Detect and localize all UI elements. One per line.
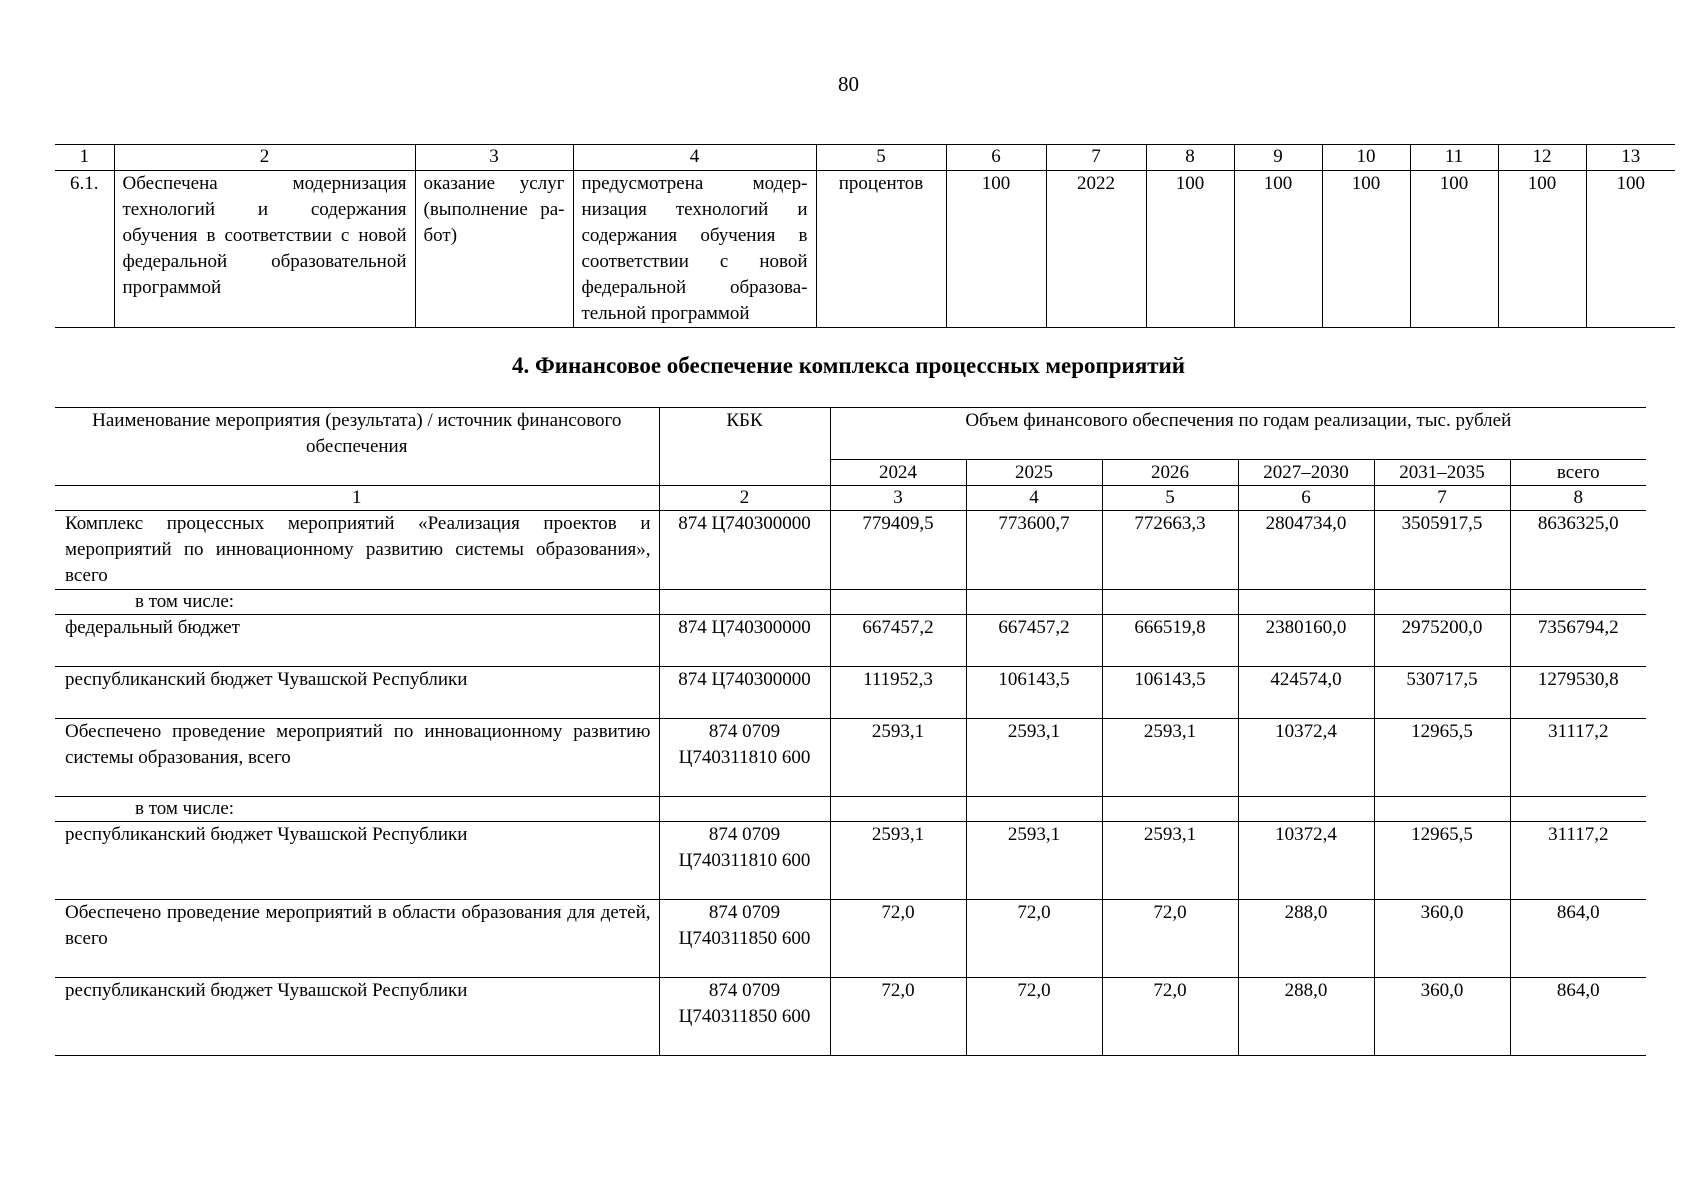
result-name: Обеспечена модернизация технологий и содержания обучения в соответствии с новой федеральной образовательной программой bbox=[114, 171, 415, 328]
value-cell: 360,0 bbox=[1374, 900, 1510, 978]
column-number: 10 bbox=[1322, 145, 1410, 171]
base-value: 100 bbox=[946, 171, 1046, 328]
value-cell bbox=[1374, 590, 1510, 615]
value-cell bbox=[1238, 797, 1374, 822]
value-cell: 2593,1 bbox=[1102, 822, 1238, 900]
base-year: 2022 bbox=[1046, 171, 1146, 328]
row-name: федеральный бюджет bbox=[55, 615, 659, 667]
row-name: Комплекс процессных мероприятий «Реализация проектов и мероприятий по инновационному развитию системы образования», всего bbox=[55, 511, 659, 590]
header-year: 2024 bbox=[830, 460, 966, 486]
row-name: Обеспечено проведение мероприятий по инновационному развитию системы образования, всего bbox=[55, 719, 659, 797]
column-number: 8 bbox=[1510, 486, 1646, 511]
value-cell: 2593,1 bbox=[966, 719, 1102, 797]
value-cell: 2593,1 bbox=[1102, 719, 1238, 797]
row-name: в том числе: bbox=[55, 590, 659, 615]
column-number-row bbox=[55, 145, 1675, 171]
value-cell: 31117,2 bbox=[1510, 719, 1646, 797]
column-number: 13 bbox=[1586, 145, 1675, 171]
header-name: Наименование мероприятия (результата) / источник финансового обеспечения bbox=[55, 408, 659, 486]
row-kbk: 874 Ц740300000 bbox=[659, 511, 830, 590]
value-cell: 360,0 bbox=[1374, 978, 1510, 1056]
table-row bbox=[55, 978, 1646, 1056]
value-cell bbox=[966, 590, 1102, 615]
row-kbk bbox=[659, 590, 830, 615]
value-cell: 100 bbox=[1586, 171, 1675, 328]
value-cell: 12965,5 bbox=[1374, 822, 1510, 900]
value-cell: 100 bbox=[1498, 171, 1586, 328]
column-number: 1 bbox=[55, 145, 114, 171]
value-cell: 667457,2 bbox=[966, 615, 1102, 667]
value-cell: 424574,0 bbox=[1238, 667, 1374, 719]
column-number-row bbox=[55, 486, 1646, 511]
header-year: 2026 bbox=[1102, 460, 1238, 486]
value-cell: 288,0 bbox=[1238, 900, 1374, 978]
value-cell: 12965,5 bbox=[1374, 719, 1510, 797]
header-year: всего bbox=[1510, 460, 1646, 486]
value-cell: 666519,8 bbox=[1102, 615, 1238, 667]
value-cell: 779409,5 bbox=[830, 511, 966, 590]
indicators-table bbox=[55, 144, 1675, 328]
table-row bbox=[55, 171, 1675, 328]
row-kbk: 874 0709 Ц740311810 600 bbox=[659, 719, 830, 797]
value-cell: 10372,4 bbox=[1238, 822, 1374, 900]
value-cell: 864,0 bbox=[1510, 978, 1646, 1056]
result-description: предусмотрена модернизация технологий и содержания обучения в соответствии с новой федеральной образовательной программой bbox=[573, 171, 816, 328]
table-row bbox=[55, 590, 1646, 615]
column-number: 6 bbox=[946, 145, 1046, 171]
value-cell bbox=[1102, 797, 1238, 822]
row-number: 6.1. bbox=[55, 171, 114, 328]
row-kbk: 874 0709 Ц740311850 600 bbox=[659, 978, 830, 1056]
value-cell: 10372,4 bbox=[1238, 719, 1374, 797]
section-title: 4. Финансовое обеспечение комплекса процессных мероприятий bbox=[511, 353, 1186, 378]
value-cell: 111952,3 bbox=[830, 667, 966, 719]
row-name: республиканский бюджет Чувашской Республики bbox=[55, 978, 659, 1056]
value-cell: 100 bbox=[1234, 171, 1322, 328]
value-cell: 72,0 bbox=[830, 900, 966, 978]
value-cell: 2593,1 bbox=[830, 822, 966, 900]
row-name: республиканский бюджет Чувашской Республики bbox=[55, 822, 659, 900]
result-type: оказание услуг (выполнение работ) bbox=[415, 171, 573, 328]
row-kbk: 874 Ц740300000 bbox=[659, 667, 830, 719]
table-row bbox=[55, 797, 1646, 822]
table-row bbox=[55, 719, 1646, 797]
row-kbk: 874 Ц740300000 bbox=[659, 615, 830, 667]
value-cell: 2380160,0 bbox=[1238, 615, 1374, 667]
value-cell: 530717,5 bbox=[1374, 667, 1510, 719]
table-row bbox=[55, 822, 1646, 900]
column-number: 3 bbox=[830, 486, 966, 511]
value-cell bbox=[1238, 590, 1374, 615]
value-cell: 72,0 bbox=[830, 978, 966, 1056]
financing-table bbox=[55, 407, 1646, 1056]
value-cell bbox=[966, 797, 1102, 822]
row-kbk: 874 0709 Ц740311810 600 bbox=[659, 822, 830, 900]
column-number: 8 bbox=[1146, 145, 1234, 171]
table-row bbox=[55, 667, 1646, 719]
value-cell: 864,0 bbox=[1510, 900, 1646, 978]
header-volume: Объем финансового обеспечения по годам реализации, тыс. рублей bbox=[830, 408, 1646, 460]
column-number: 2 bbox=[114, 145, 415, 171]
value-cell: 667457,2 bbox=[830, 615, 966, 667]
value-cell: 100 bbox=[1322, 171, 1410, 328]
value-cell: 2593,1 bbox=[966, 822, 1102, 900]
row-name: в том числе: bbox=[55, 797, 659, 822]
header-year: 2027–2030 bbox=[1238, 460, 1374, 486]
value-cell: 3505917,5 bbox=[1374, 511, 1510, 590]
value-cell: 2975200,0 bbox=[1374, 615, 1510, 667]
value-cell bbox=[1510, 797, 1646, 822]
value-cell: 72,0 bbox=[966, 978, 1102, 1056]
value-cell: 2804734,0 bbox=[1238, 511, 1374, 590]
row-kbk bbox=[659, 797, 830, 822]
page-number: 80 bbox=[838, 72, 859, 96]
value-cell: 772663,3 bbox=[1102, 511, 1238, 590]
column-number: 1 bbox=[55, 486, 659, 511]
header-year: 2025 bbox=[966, 460, 1102, 486]
column-number: 7 bbox=[1046, 145, 1146, 171]
value-cell bbox=[1374, 797, 1510, 822]
column-number: 9 bbox=[1234, 145, 1322, 171]
header-kbk: КБК bbox=[659, 408, 830, 486]
table-row bbox=[55, 615, 1646, 667]
column-number: 12 bbox=[1498, 145, 1586, 171]
row-kbk: 874 0709 Ц740311850 600 bbox=[659, 900, 830, 978]
value-cell: 72,0 bbox=[1102, 978, 1238, 1056]
column-number: 6 bbox=[1238, 486, 1374, 511]
column-number: 2 bbox=[659, 486, 830, 511]
value-cell: 773600,7 bbox=[966, 511, 1102, 590]
value-cell bbox=[830, 797, 966, 822]
value-cell: 31117,2 bbox=[1510, 822, 1646, 900]
value-cell: 100 bbox=[1410, 171, 1498, 328]
header-year: 2031–2035 bbox=[1374, 460, 1510, 486]
value-cell bbox=[1102, 590, 1238, 615]
value-cell: 2593,1 bbox=[830, 719, 966, 797]
value-cell: 8636325,0 bbox=[1510, 511, 1646, 590]
value-cell bbox=[1510, 590, 1646, 615]
unit: процентов bbox=[816, 171, 946, 328]
value-cell: 7356794,2 bbox=[1510, 615, 1646, 667]
column-number: 5 bbox=[816, 145, 946, 171]
column-number: 7 bbox=[1374, 486, 1510, 511]
column-number: 11 bbox=[1410, 145, 1498, 171]
value-cell: 72,0 bbox=[966, 900, 1102, 978]
column-number: 4 bbox=[573, 145, 816, 171]
value-cell: 106143,5 bbox=[1102, 667, 1238, 719]
column-number: 4 bbox=[966, 486, 1102, 511]
column-number: 3 bbox=[415, 145, 573, 171]
value-cell: 106143,5 bbox=[966, 667, 1102, 719]
table-row bbox=[55, 511, 1646, 590]
value-cell: 100 bbox=[1146, 171, 1234, 328]
row-name: республиканский бюджет Чувашской Республики bbox=[55, 667, 659, 719]
table-row bbox=[55, 900, 1646, 978]
value-cell bbox=[830, 590, 966, 615]
value-cell: 288,0 bbox=[1238, 978, 1374, 1056]
value-cell: 1279530,8 bbox=[1510, 667, 1646, 719]
value-cell: 72,0 bbox=[1102, 900, 1238, 978]
row-name: Обеспечено проведение мероприятий в области образования для детей, всего bbox=[55, 900, 659, 978]
column-number: 5 bbox=[1102, 486, 1238, 511]
